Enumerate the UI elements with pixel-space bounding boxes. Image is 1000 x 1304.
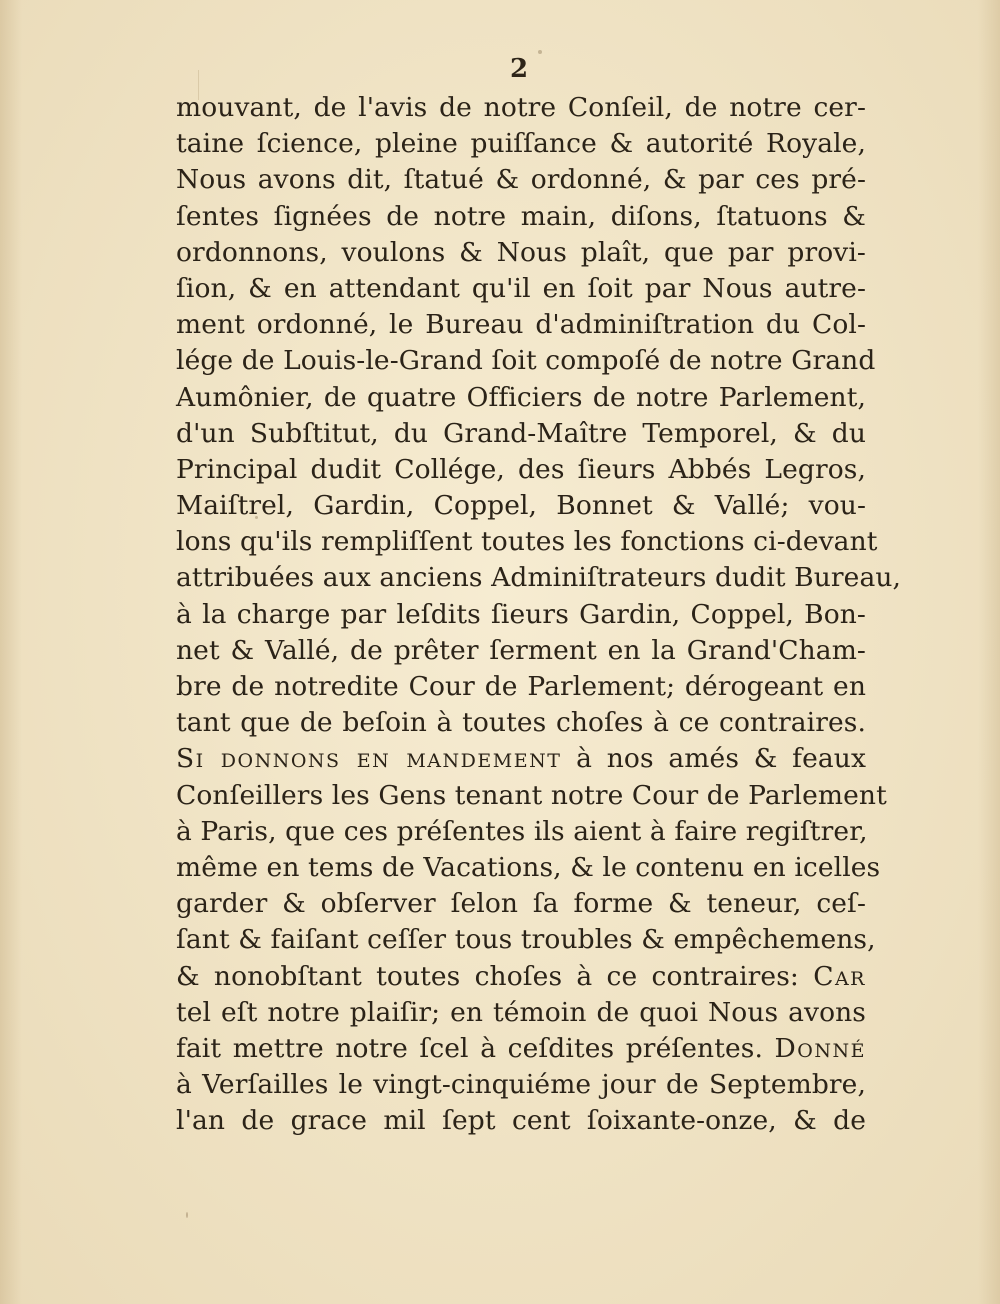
text-line: Nous avons dit, ſtatué & ordonné, & par ces pré- xyxy=(176,164,866,196)
text-line: ſion, & en attendant qu'il en ſoit par Nous autre- xyxy=(176,272,866,304)
donne-smallcaps: Donné xyxy=(774,1032,866,1064)
text-line: l'an de grace mil ſept cent ſoixante-onze, & de xyxy=(176,1105,866,1137)
car-line xyxy=(176,959,866,995)
text-line: ordonnons, voulons & Nous plaît, que par provi- xyxy=(176,236,866,268)
text-line: Maiſtrel, Gardin, Coppel, Bonnet & Vallé; vou- xyxy=(176,490,866,522)
mandement-line xyxy=(176,741,866,777)
car-smallcaps: Car xyxy=(813,960,866,992)
text-line: ment ordonné, le Bureau d'adminiſtration du Col- xyxy=(176,309,866,341)
donne-line xyxy=(176,1031,866,1067)
page-edge-shadow-right xyxy=(978,0,1000,1304)
body-text xyxy=(176,90,902,1139)
donne-line-text: fait mettre notre ſcel à ceſdites préſentes. xyxy=(176,1032,775,1064)
page-number: 2 xyxy=(509,54,529,84)
paper-speck xyxy=(538,50,542,54)
paper-speck xyxy=(186,1212,188,1218)
text-line: à la charge par leſdits ſieurs Gardin, Coppel, Bon- xyxy=(176,598,866,630)
text-line: à Verſailles le vingt-cinquiéme jour de Septembre, xyxy=(176,1069,866,1101)
text-line: taine ſcience, pleine puiſſance & autorité Royale, xyxy=(176,128,866,160)
text-line: d'un Subſtitut, du Grand-Maître Temporel, & du xyxy=(176,417,866,449)
text-line: ſant & faiſant ceſſer tous troubles & empêchemens, xyxy=(176,924,876,956)
text-line: lons qu'ils rempliſſent toutes les fonctions ci-devant xyxy=(176,526,878,558)
text-line: Conſeillers les Gens tenant notre Cour de Parlement xyxy=(176,779,887,811)
text-line: ſentes ſignées de notre main, diſons, ſtatuons & xyxy=(176,200,866,232)
text-line: tel eſt notre plaiſir; en témoin de quoi Nous avons xyxy=(176,996,866,1028)
text-line: Principal dudit Collége, des ſieurs Abbés Legros, xyxy=(176,453,866,485)
mandement-smallcaps: Si donnons en mandement xyxy=(176,743,562,775)
car-line-text: & nonobſtant toutes choſes à ce contraires: xyxy=(176,960,814,992)
text-line: mouvant, de l'avis de notre Conſeil, de notre cer- xyxy=(176,92,866,123)
text-line: attribuées aux anciens Adminiſtrateurs dudit Bureau, xyxy=(176,562,902,594)
mandement-rest: à nos amés & feaux xyxy=(561,743,866,775)
text-line: à Paris, que ces préſentes ils aient à faire regiſtrer, xyxy=(176,815,868,847)
text-line: garder & obſerver ſelon ſa forme & teneur, ceſ- xyxy=(176,888,866,920)
text-line: lége de Louis-le-Grand ſoit compoſé de notre Grand xyxy=(176,345,876,377)
page-edge-shadow-left xyxy=(0,0,22,1304)
text-line: net & Vallé, de prêter ſerment en la Grand'Cham- xyxy=(176,634,866,666)
text-line: bre de notredite Cour de Parlement; dérogeant en xyxy=(176,671,866,702)
text-line: Aumônier, de quatre Officiers de notre Parlement, xyxy=(176,381,866,413)
text-line: même en tems de Vacations, & le contenu en icelles xyxy=(176,851,881,883)
text-line: tant que de beſoin à toutes choſes à ce contraires. xyxy=(176,707,866,739)
